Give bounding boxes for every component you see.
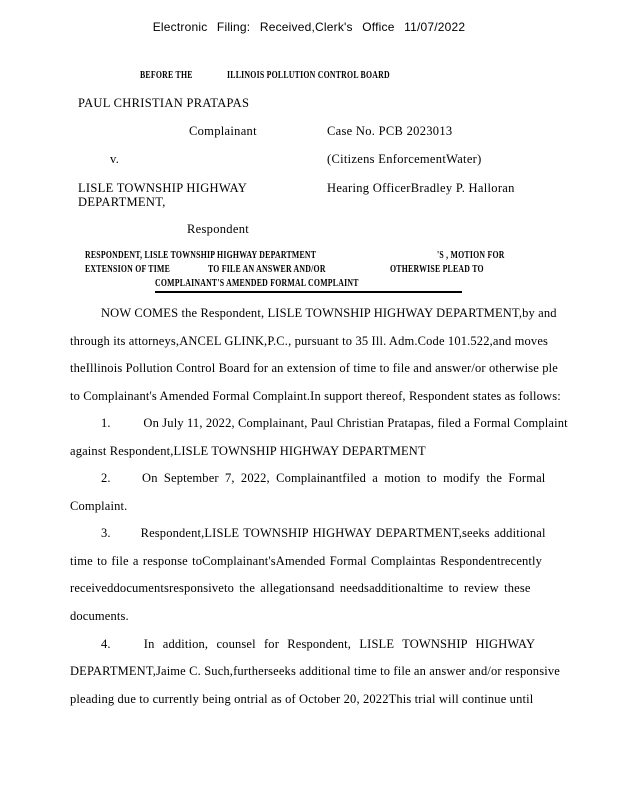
doc-line: Complaint. [70,498,128,513]
motion-title-line1-right: 'S , MOTION FOR [437,250,505,261]
respondent-name-line2: DEPARTMENT, [78,195,166,209]
doc-line: receiveddocumentsresponsiveto the allegationsand needsadditionaltime to review these [70,581,531,596]
filing-header: Electronic Filing: Received,Clerk's Office 11/07/2022 [152,20,466,34]
case-number: Case No. PCB 2023013 [327,124,453,138]
doc-line: through its attorneys,ANCEL GLINK,P.C., pursuant to 35 Ill. Adm.Code 101.522,and moves [70,333,549,348]
before-the-label: BEFORE THE [140,70,193,81]
doc-line: 2. On September 7, 2022, Complainantfiled a motion to modify the Formal [101,471,546,486]
document-body [70,300,568,713]
doc-line: 1. On July 11, 2022, Complainant, Paul Christian Pratapas, filed a Formal Complaint [101,416,568,431]
title-underline [155,291,462,293]
doc-line: documents. [70,609,129,624]
doc-line: DEPARTMENT,Jaime C. Such,furtherseeks additional time to file an answer and/or responsive [70,664,560,679]
motion-title-line2a: EXTENSION OF TIME [85,264,171,275]
doc-line: pleading due to currently being ontrial as of October 20, 2022This trial will continue until [70,691,534,706]
hearing-officer: Hearing OfficerBradley P. Halloran [327,181,515,195]
board-name: ILLINOIS POLLUTION CONTROL BOARD [227,70,390,81]
motion-title-line3: COMPLAINANT'S AMENDED FORMAL COMPLAINT [155,278,359,289]
doc-line: 4. In addition, counsel for Respondent, LISLE TOWNSHIP HIGHWAY [101,636,536,651]
motion-title-line2c: OTHERWISE PLEAD TO [390,264,484,275]
doc-line: theIllinois Pollution Control Board for an extension of time to file and answer/or otherwise ple [70,361,558,376]
versus-label: v. [110,152,120,166]
case-type: (Citizens EnforcementWater) [327,152,482,166]
complainant-role: Complainant [189,124,257,138]
doc-line: to Complainant's Amended Formal Complaint.In support thereof, Respondent states as follows: [70,388,561,403]
motion-title-line2b: TO FILE AN ANSWER AND/OR [208,264,326,275]
motion-title-line1-left: RESPONDENT, LISLE TOWNSHIP HIGHWAY DEPARTMENT [85,250,317,261]
complainant-name: PAUL CHRISTIAN PRATAPAS [78,96,250,110]
doc-line: against Respondent,LISLE TOWNSHIP HIGHWAY DEPARTMENT [70,443,426,458]
respondent-role: Respondent [187,222,250,236]
doc-line: time to file a response toComplainant'sAmended Formal Complaintas Respondentrecently [70,553,543,568]
doc-line: 3. Respondent,LISLE TOWNSHIP HIGHWAY DEPARTMENT,seeks additional [101,526,546,541]
respondent-name-line1: LISLE TOWNSHIP HIGHWAY [78,181,248,195]
doc-line: NOW COMES the Respondent, LISLE TOWNSHIP HIGHWAY DEPARTMENT,by and [101,306,557,320]
